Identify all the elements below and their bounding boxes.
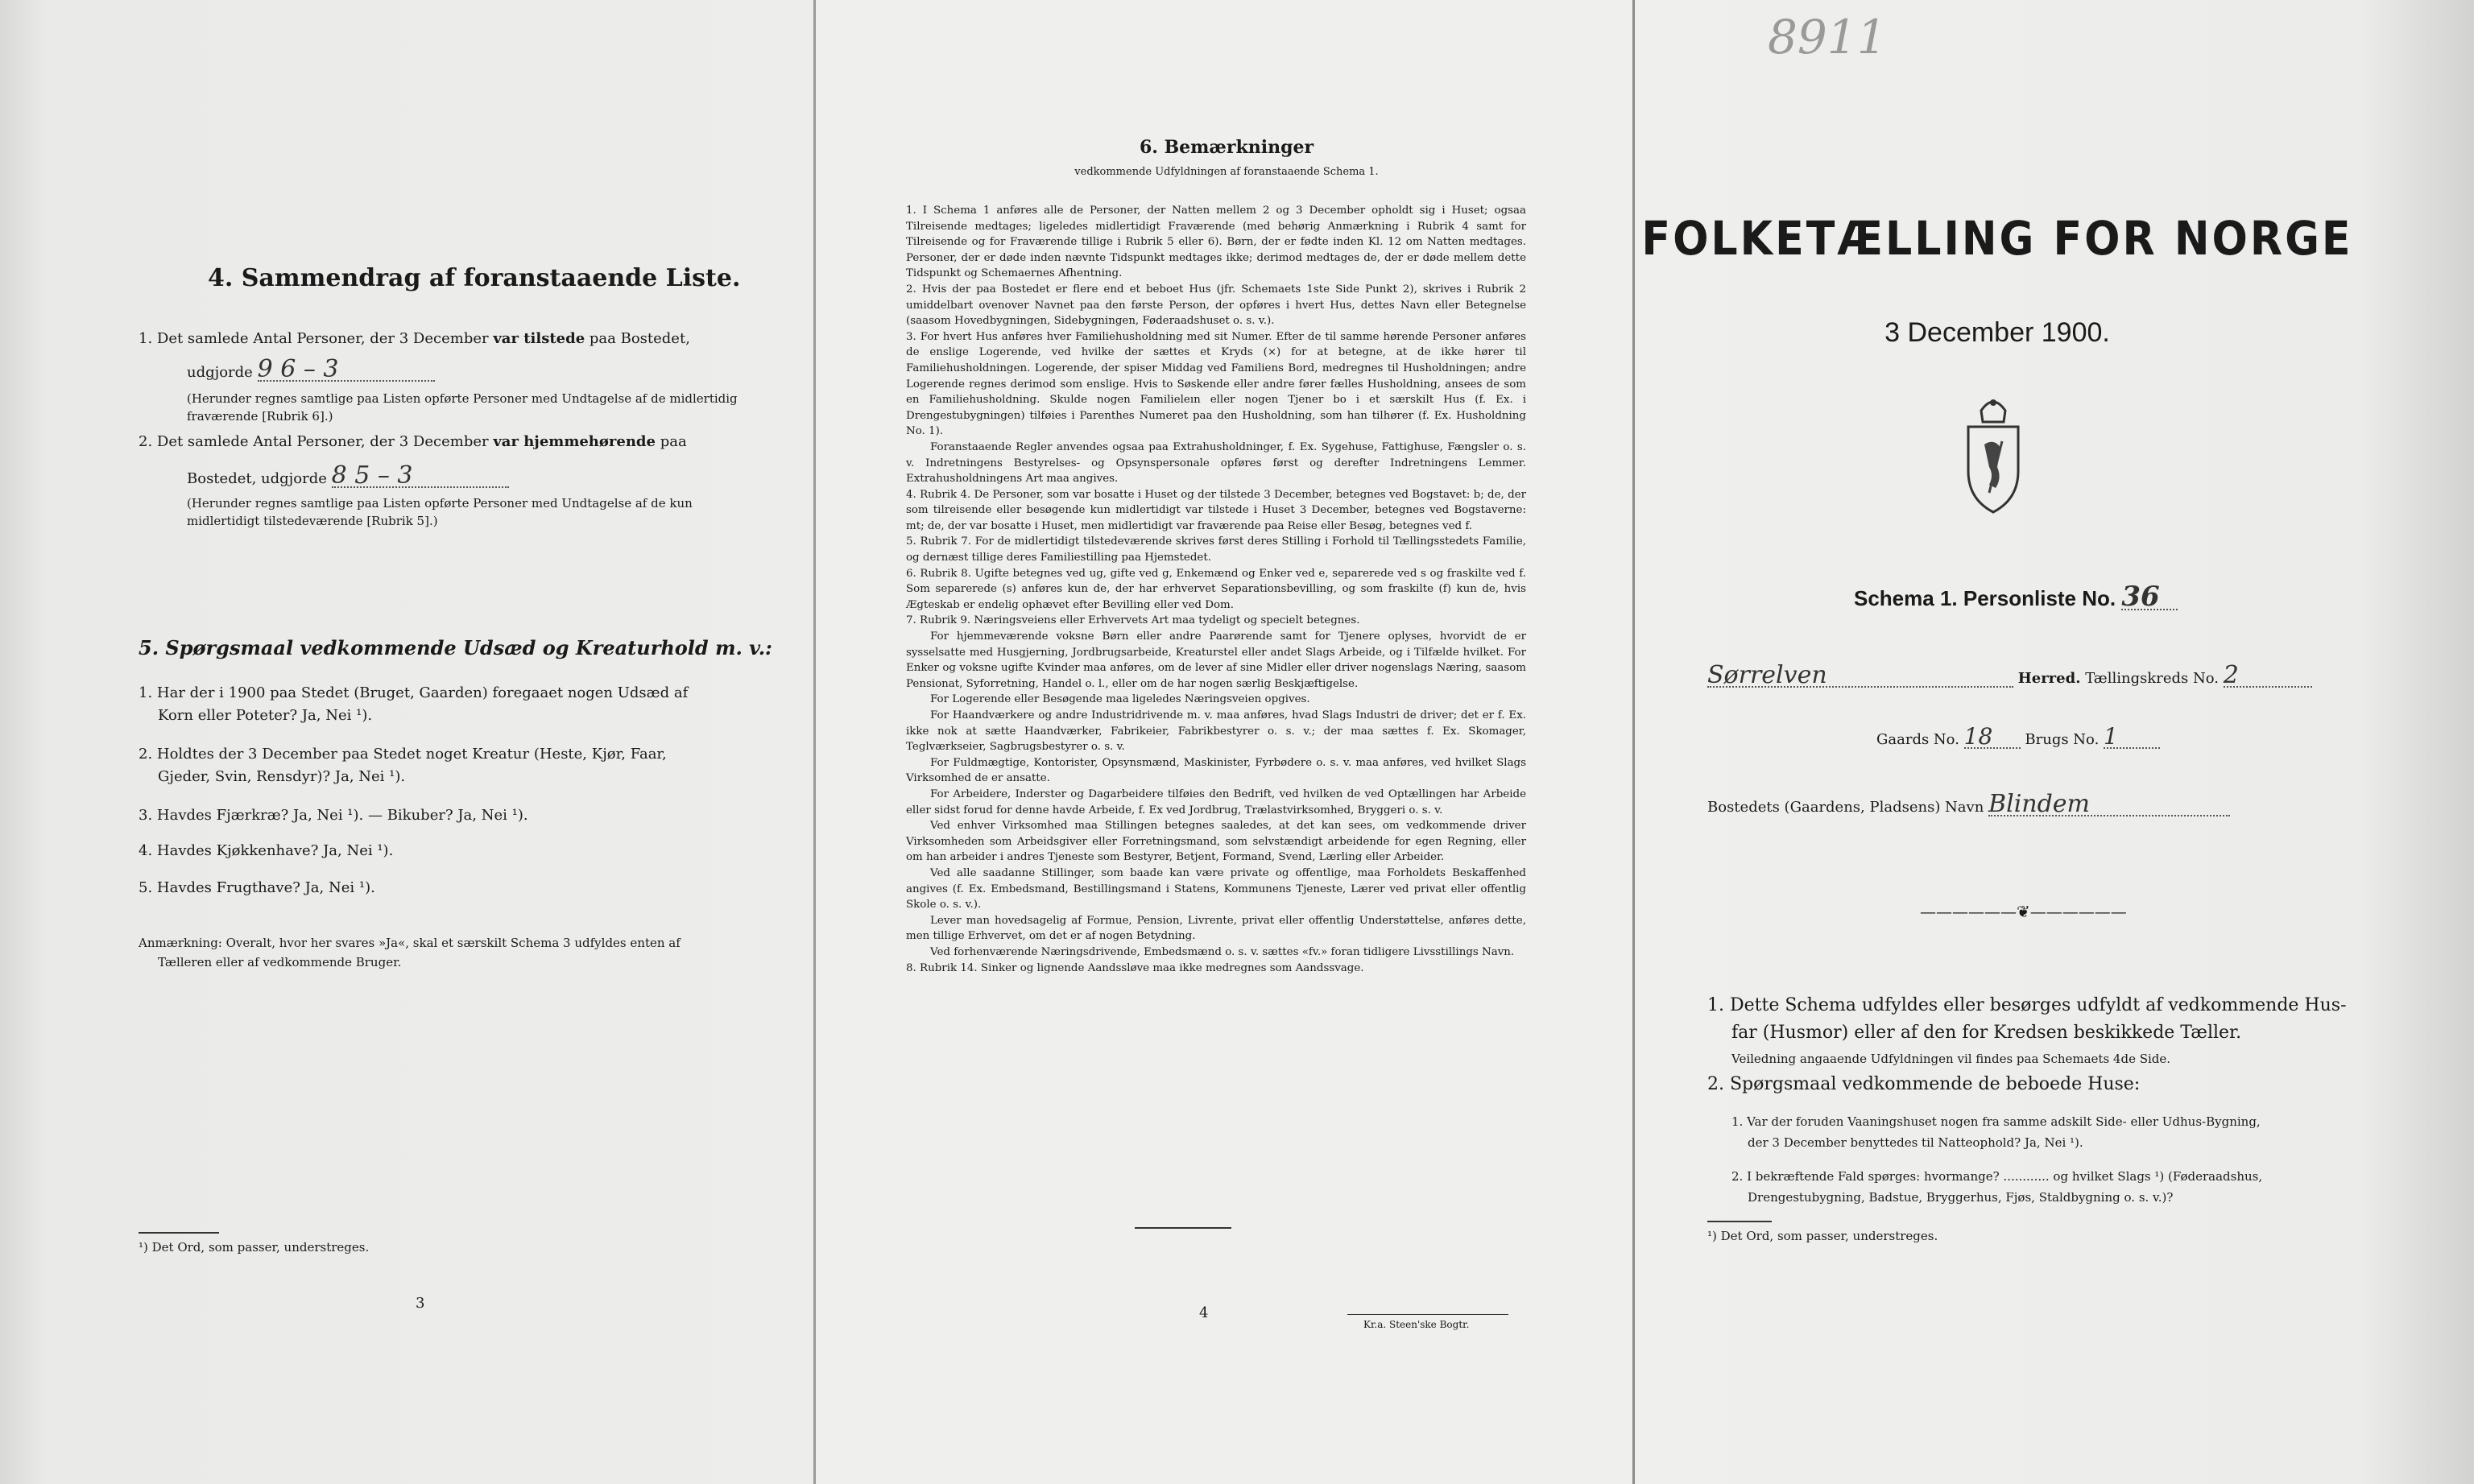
schema-line: Schema 1. Personliste No. 36: [1854, 585, 2178, 610]
left-page: [0, 0, 813, 1484]
q3-line: 3. Havdes Fjærkræ? Ja, Nei ¹). — Bikuber? Ja, Nei ¹).: [139, 807, 528, 824]
remark-para: Foranstaaende Regler anvendes ogsaa paa Extrahusholdninger, f. Ex. Sygehuse, Fattighuse, Fængsler o. s. v. Indretningens Bestyrelses- og Opsynspersonale opføres først og derefter Indretningens Lemmer. Extrahusholdningens Art maa angives.: [906, 440, 1526, 486]
handwritten-brugs-no: 1: [2104, 726, 2160, 749]
remark-para: Ved enhver Virksomhed maa Stillingen betegnes saaledes, at det kan sees, om vedkommende driver Virksomheden som Arbeidsgiver eller Forretningsmand, som selvstændigt arbeidende for egen Regning, eller om han arbeider i andres Tjeneste som Bestyrer, Betjent, Formand, Svend, Lærling eller Arbeider.: [906, 820, 1526, 864]
anmaerkning-line-2: Tælleren eller af vedkommende Bruger.: [158, 955, 402, 969]
page-number: 3: [416, 1295, 425, 1312]
remark-para: 1. I Schema 1 anføres alle de Personer, der Natten mellem 2 og 3 December opholdt sig i Huset; ogsaa Tilreisende medtages; ligeledes midlertidigt Fraværende (med behørig Anmærkning i Rubrik 4 samt for Tilreisende og for Fraværende tillige i Rubrik 5 eller 6). Børn, der er fødte inden Kl. 12 om Natten medtages. Personer, der er døde inden nævnte Tidspunkt medtages ikke; derimod medtages de, der er døde mellem dette Tidspunkt og Schemaernes Afhentning.: [906, 205, 1526, 280]
handwritten-count-2: 8 5 – 3: [332, 465, 509, 488]
s4-line-1: 1. Det samlede Antal Personer, der 3 December var tilstede paa Bostedet,: [139, 330, 690, 347]
norwegian-coat-of-arms-icon: [1957, 395, 2029, 515]
remark-para: For Fuldmægtige, Kontorister, Opsynsmænd, Maskinister, Fyrbødere o. s. v. maa anføres, ved hvilket Slags Virksomhed de er ansatte.: [906, 756, 1526, 785]
footnote-rule: [139, 1232, 219, 1234]
footnote: ¹) Det Ord, som passer, understreges.: [139, 1240, 370, 1255]
remark-para: Lever man hovedsagelig af Formue, Pension, Livrente, privat eller offentlig Understøttelse, anføres dette, men tillige Erhvervet, om det er af nogen Betydning.: [906, 914, 1526, 943]
handwritten-bosted: Blindem: [1988, 794, 2230, 816]
handwritten-count-1: 9 6 – 3: [258, 359, 435, 382]
s4-udgjorde-1: udgjorde 9 6 – 3: [187, 359, 435, 383]
anmaerkning-line-1: Anmærkning: Overalt, hvor her svares »Ja«, skal et særskilt Schema 3 udfyldes enten af: [139, 936, 681, 950]
middle-page: [813, 0, 1635, 1484]
pencil-archive-number: 8911: [1768, 10, 1887, 64]
remark-para: 4. Rubrik 4. De Personer, som var bosatte i Huset og der tilstede 3 December, betegnes ved Bogstavet: b; de, der som tilreisende eller besøgende kun midlertidigt var tilstede i Huset 3 December, betegnes ved Bogstaverne: mt; de, der var bosatte i Huset, men midlertidigt var fraværende paa Reise eller Besøg, betegnes ved f.: [906, 488, 1526, 532]
s4-note-2: (Herunder regnes samtlige paa Listen opførte Personer med Undtagelse af de kun midlertidigt tilstedeværende [Rubrik 5].): [187, 496, 693, 528]
instruction-1-line-1: 1. Dette Schema udfyldes eller besørges udfyldt af vedkommende Hus-: [1707, 995, 2347, 1015]
printer-imprint: Kr.a. Steen'ske Bogtr.: [1363, 1319, 1470, 1330]
bleed-through-text: [105, 105, 749, 137]
q1-line-1: 1. Har der i 1900 paa Stedet (Bruget, Gaarden) foregaaet nogen Udsæd af: [139, 684, 689, 701]
remark-para: 8. Rubrik 14. Sinker og lignende Aandssløve maa ikke medregnes som Aandssvage.: [906, 961, 1364, 974]
s4-note-1: (Herunder regnes samtlige paa Listen opførte Personer med Undtagelse af de midlertidig fraværende [Rubrik 6].): [187, 391, 738, 424]
remark-para: For Haandværkere og andre Industridrivende m. v. maa anføres, hvad Slags Industri de driver; det er f. Ex. ikke nok at sætte Haandværker, Fabrikeier, Fabrikbestyrer o. s. v.; der maa sættes f. Ex. Skomager, Teglværkseier, Sagbrugsbestyrer o. s. v.: [906, 709, 1526, 754]
footnote: ¹) Det Ord, som passer, understreges.: [1707, 1229, 1938, 1243]
instruction-1-note: Veiledning angaaende Udfyldningen vil findes paa Schemaets 4de Side.: [1731, 1052, 2171, 1066]
q5-line: 5. Havdes Frugthave? Ja, Nei ¹).: [139, 879, 375, 896]
instruction-2-2-line-1: 2. I bekræftende Fald spørges: hvormange? ............ og hvilket Slags ¹) (Føderaadshus,: [1731, 1169, 2263, 1184]
instruction-2: 2. Spørgsmaal vedkommende de beboede Huse:: [1707, 1074, 2141, 1094]
s4-udgjorde-2: Bostedet, udgjorde 8 5 – 3: [187, 465, 509, 490]
s4-line-2: 2. Det samlede Antal Personer, der 3 December var hjemmehørende paa: [139, 433, 687, 450]
printer-rule: [1347, 1314, 1508, 1315]
gaards-line: Gaards No. 18 Brugs No. 1: [1876, 726, 2160, 750]
remark-para: 7. Rubrik 9. Næringsveiens eller Erhvervets Art maa tydeligt og specielt betegnes.: [906, 614, 1360, 627]
page-number: 4: [1199, 1304, 1209, 1321]
handwritten-list-no: 36: [2121, 585, 2178, 610]
remark-para: Ved forhenværende Næringsdrivende, Embedsmænd o. s. v. sættes «fv.» foran tidligere Livsstillings Navn.: [930, 945, 1515, 958]
q2-line-2: Gjeder, Svin, Rensdyr)? Ja, Nei ¹).: [158, 768, 406, 785]
right-page: [1635, 0, 2474, 1484]
end-rule: [1135, 1227, 1231, 1229]
herred-line: Sørrelven Herred. Tællingskreds No. 2: [1707, 665, 2368, 689]
instruction-2-1-line-2: der 3 December benyttedes til Natteophold? Ja, Nei ¹).: [1748, 1135, 2083, 1150]
section-5-title: 5. Spørgsmaal vedkommende Udsæd og Kreaturhold m. v.:: [139, 636, 772, 659]
remark-para: Ved alle saadanne Stillinger, som baade kan være private og offentlige, maa Forholdets Beskaffenhed angives (f. Ex. Embedsmand, Bestillingsmand i Statens, Kommunens Tjeneste, Lærer ved privat eller offentlig Skole o. s. v.).: [906, 866, 1526, 911]
q2-line-1: 2. Holdtes der 3 December paa Stedet noget Kreatur (Heste, Kjør, Faar,: [139, 746, 667, 763]
ornament-divider: ——————❦——————: [1920, 902, 2127, 921]
q4-line: 4. Havdes Kjøkkenhave? Ja, Nei ¹).: [139, 842, 394, 859]
bosted-line: Bostedets (Gaardens, Pladsens) Navn Blindem: [1707, 794, 2230, 818]
handwritten-gaards-no: 18: [1964, 726, 2021, 749]
remark-para: 2. Hvis der paa Bostedet er flere end et beboet Hus (jfr. Schemaets 1ste Side Punkt 2), skrives i Rubrik 2 umiddelbart ovenover Navnet paa den første Person, der opføres i hvert Hus, dettes Navn eller Betegnelse (saasom Hovedbygningen, Sidebygningen, Føderaadshuset o. s. v.).: [906, 283, 1526, 328]
remark-para: For Arbeidere, Inderster og Dagarbeidere tilføies den Bedrift, ved hvilken de ved Optællingen har Arbeide eller sidst forud for denne havde Arbeide, f. Ex ved Jordbrug, Trælastvirksomhed, Bryggeri o. s. v.: [906, 787, 1526, 816]
remark-para: 6. Rubrik 8. Ugifte betegnes ved ug, gifte ved g, Enkemænd og Enker ved e, separerede ved s og fraskilte ved f. Som separerede (s) anføres kun de, der har erhvervet Separationsbevilling, og som fraskilte (f) kun de, hvis Ægteskab er endelig ophævet efter Bevilling eller ved Dom.: [906, 567, 1526, 611]
q1-line-2: Korn eller Poteter? Ja, Nei ¹).: [158, 707, 373, 724]
remark-para: For hjemmeværende voksne Børn eller andre Paarørende samt for Tjenere oplyses, hvorvidt de er sysselsatte med Husgjerning, Jordbrugsarbeide, Kreaturstel eller andet Slags Arbeide, og i Tilfælde hvilket. For Enker og voksne ugifte Kvinder maa anføres, om de lever af sine Midler eller driver nogenslags Næring, saasom Pensionat, Syforretning, Handel o. l., eller om de har nogen særlig Beskjæftigelse.: [906, 630, 1526, 690]
remark-para: 3. For hvert Hus anføres hver Familiehusholdning med sit Numer. Efter de til samme hørende Personer anføres de enslige Logerende, ved hvilke der sættes et Kryds (×) for at betegne, at de ikke hører til Familiehusholdningen. Logerende, der spiser Middag ved Familiens Bord, medregnes til Husholdningen; andre Logerende regnes derimod som enslige. Hvis to Søskende eller andre fører fælles Husholdning, ansees de som en Familiehusholdning. Skulde nogen Familieleın eller nogen Tjener bo i et særskilt Hus (f. Ex. i Drengestubygningen) tilføies i Parenthes Numeret paa den Husholdning, som han tilhører (f. Ex. Husholdning No. 1).: [906, 330, 1526, 438]
handwritten-kreds-no: 2: [2224, 665, 2312, 688]
footnote-rule: [1707, 1221, 1772, 1222]
section-4-title: 4. Sammendrag af foranstaaende Liste.: [208, 264, 741, 292]
census-date: 3 December 1900.: [1884, 317, 2110, 348]
instruction-2-2-line-2: Drengestubygning, Badstue, Bryggerhus, Fjøs, Staldbygning o. s. v.)?: [1748, 1190, 2174, 1205]
instruction-1-line-2: far (Husmor) eller af den for Kredsen beskikkede Tæller.: [1731, 1023, 2242, 1043]
remarks-subtitle: vedkommende Udfyldningen af foranstaaende Schema 1.: [1074, 166, 1379, 178]
remark-para: For Logerende eller Besøgende maa ligeledes Næringsveien opgives.: [930, 693, 1310, 706]
remarks-title: 6. Bemærkninger: [1139, 137, 1314, 158]
handwritten-herred: Sørrelven: [1707, 665, 2013, 688]
instruction-2-1-line-1: 1. Var der foruden Vaaningshuset nogen fra samme adskilt Side- eller Udhus-Bygning,: [1731, 1114, 2261, 1129]
remark-para: 5. Rubrik 7. For de midlertidigt tilstedeværende skrives først deres Stilling i Forhold til Tællingsstedets Familie, og dernæst tillige deres Familiestilling paa Hjemstedet.: [906, 535, 1526, 564]
form-title: FOLKETÆLLING FOR NORGE: [1641, 211, 2353, 266]
remarks-body: [906, 203, 1526, 976]
